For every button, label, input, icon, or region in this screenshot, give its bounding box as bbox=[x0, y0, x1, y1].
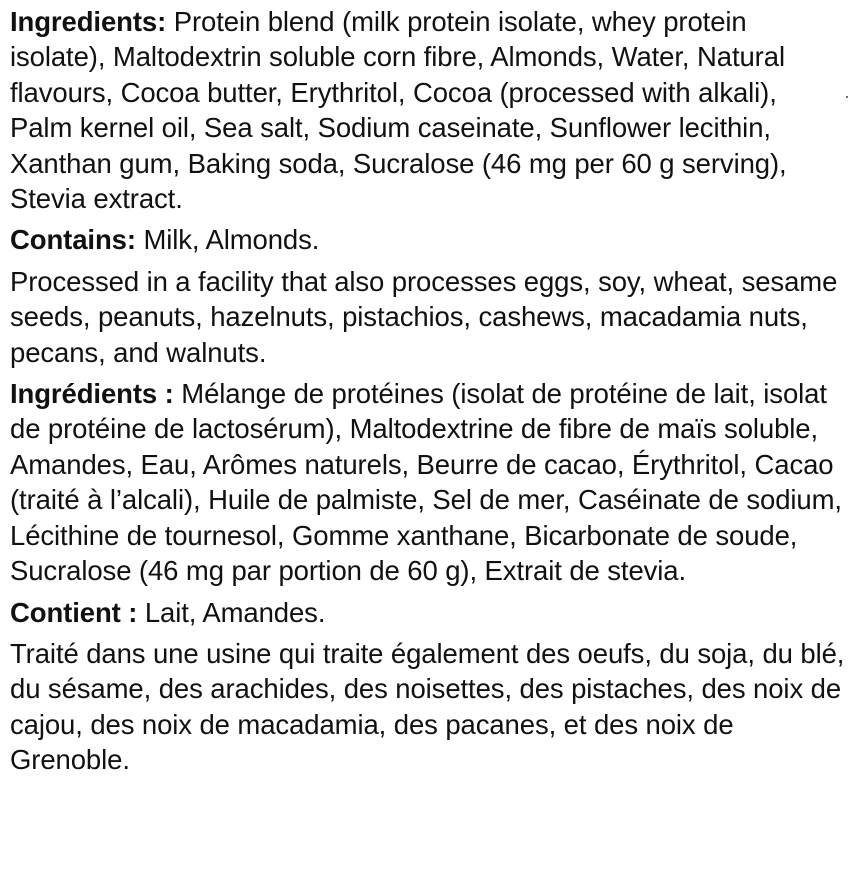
contains-paragraph-fr bbox=[10, 595, 846, 630]
ingredients-text-en: Protein blend (milk protein isolate, whey protein isolate), Maltodextrin soluble corn fibre, Almonds, Water, Natural flavours, Cocoa butter, Erythritol, Cocoa (processed with alkali), Palm kernel oil, Sea salt, Sodium caseinate, Sunflower lecithin, Xanthan gum, Baking soda, Sucralose (46 mg per 60 g serving), Stevia extract. bbox=[10, 6, 787, 215]
ingredient-label bbox=[10, 4, 846, 784]
facility-statement-fr: Traité dans une usine qui traite également des oeufs, du soja, du blé, du sésame, des arachides, des noisettes, des pistaches, des noix de cajou, des noix de macadamia, des pacanes, et des noix de Grenoble. bbox=[10, 637, 845, 776]
ingredients-heading-fr: Ingrédients : bbox=[10, 378, 174, 410]
ingredients-paragraph-en bbox=[10, 4, 846, 216]
print-speck bbox=[846, 96, 848, 98]
ingredients-heading-en: Ingredients: bbox=[10, 6, 167, 37]
ingredients-text-fr: Mélange de protéines (isolat de protéine de lait, isolat de protéine de lactosérum), Maltodextrine de fibre de maïs soluble, Amandes, Eau, Arômes naturels, Beurre de cacao, Érythritol, Cacao (traité à l’alcali), Huile de palmiste, Sel de mer, Caséinate de sodium, Lécithine de tournesol, Gomme xanthane, Bicarbonate de soude, Sucralose (46 mg par portion de 60 g), Extrait de stevia. bbox=[10, 378, 842, 587]
contains-heading-fr: Contient : bbox=[10, 596, 138, 628]
contains-heading-en: Contains: bbox=[10, 224, 136, 256]
contains-text-en: Milk, Almonds. bbox=[135, 224, 320, 256]
contains-text-fr: Lait, Amandes. bbox=[137, 596, 326, 628]
contains-paragraph-en bbox=[10, 222, 846, 257]
facility-statement-en: Processed in a facility that also processes eggs, soy, wheat, sesame seeds, peanuts, hazelnuts, pistachios, cashews, macadamia nuts, pecans, and walnuts. bbox=[10, 265, 838, 368]
ingredients-paragraph-fr bbox=[10, 376, 846, 588]
